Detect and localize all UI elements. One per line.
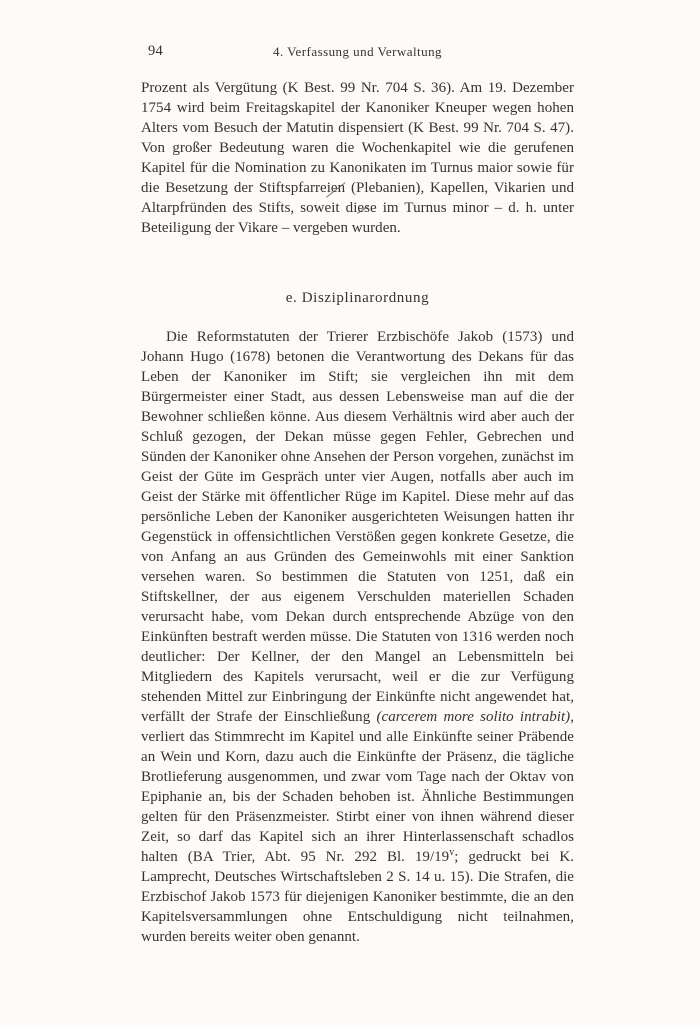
running-title: 4. Verfassung und Verwaltung xyxy=(273,44,442,59)
text-column xyxy=(141,78,574,947)
paragraph-text: ; gedruckt bei K. Lamprecht, Deutsches Wirtschaftsleben 2 S. 14 u. 15). Die Strafen, die Erzbischof Jakob 1573 für diejenigen Kanoniker bestimmte, die an den Kapitelsversammlungen ohne Entschuldigung nicht teilnahmen, wurden bereits weiter oben genannt. xyxy=(141,849,574,945)
paragraph-continuation: Prozent als Vergütung (K Best. 99 Nr. 704 S. 36). Am 19. Dezember 1754 wird beim Freitagskapitel der Kanoniker Kneuper wegen hohen Alters vom Besuch der Matutin dispensiert (K Best. 99 Nr. 704 S. 47). Von großer Bedeutung waren die Wochenkapitel wie die gerufenen Kapitel für die Nomination zu Kanonikaten im Turnus maior sowie für die Besetzung der Stiftspfarreien (Plebanien), Kapellen, Vikarien und Altarpfründen des Stifts, soweit diese im Turnus minor – d. h. unter Beteiligung der Vikare – vergeben wurden. xyxy=(141,80,574,236)
page-header xyxy=(141,43,574,61)
paragraph-text: , verliert das Stimmrecht im Kapitel und alle Einkünfte seiner Präbende an Wein und Korn, dazu auch die Einkünfte der Präsenz, die tägliche Brotlieferung ausgenommen, und zwar vom Tage nach der Oktav von Epiphanie an, bis der Schaden behoben ist. Ähnliche Bestimmungen gelten für den Präsenzmeister. Stirbt einer von ihnen während dieser Zeit, so darf das Kapitel sich an ihrer Hinterlassenschaft schadlos halten (BA Trier, Abt. 95 Nr. 292 Bl. 19/19 xyxy=(141,709,574,865)
paragraph-main xyxy=(141,327,574,947)
section-heading: e. Disziplinarordnung xyxy=(285,290,430,306)
latin-phrase: (carcerem more solito intrabit) xyxy=(376,709,571,725)
page-number: 94 xyxy=(148,43,164,59)
paragraph-text: Die Reformstatuten der Trierer Erzbischöfe Jakob (1573) und Johann Hugo (1678) betonen die Verantwortung des Dekans für das Leben der Kanoniker im Stift; sie vergleichen ihn mit dem Bürgermeister einer Stadt, aus dessen Lebensweise man auf die der Bewohner schließen könne. Aus diesem Verhältnis wird aber auch der Schluß gezogen, der Dekan müsse gegen Fehler, Gebrechen und Sünden der Kanoniker ohne Ansehen der Person vorgehen, zunächst im Geist der Güte im Gespräch unter vier Augen, notfalls aber auch im Geist der Stärke mit öffentlicher Rüge im Kapitel. Diese mehr auf das persönliche Leben der Kanoniker ausgerichteten Weisungen hatten ihr Gegenstück in offensichtlichen Verstößen gegen konkrete Gesetze, die von Anfang an aus Gründen des Gemeinwohls mit einer Sanktion versehen waren. So bestimmen die Statuten von 1251, daß ein Stiftskellner, der aus eigenem Verschulden materiellen Schaden verursacht habe, vom Dekan durch entsprechende Abzüge von den Einkünften bestraft werden müsse. Die Statuten von 1316 werden noch deutlicher: Der Kellner, der den Mangel an Lebensmitteln bei Mitgliedern des Kapitels verursacht, weil er die zur Verfügung stehenden Mittel zur Einbringung der Einkünfte nicht angewendet hat, verfällt der Strafe der Einschließung xyxy=(141,329,574,725)
folio-superscript: v xyxy=(449,847,455,858)
